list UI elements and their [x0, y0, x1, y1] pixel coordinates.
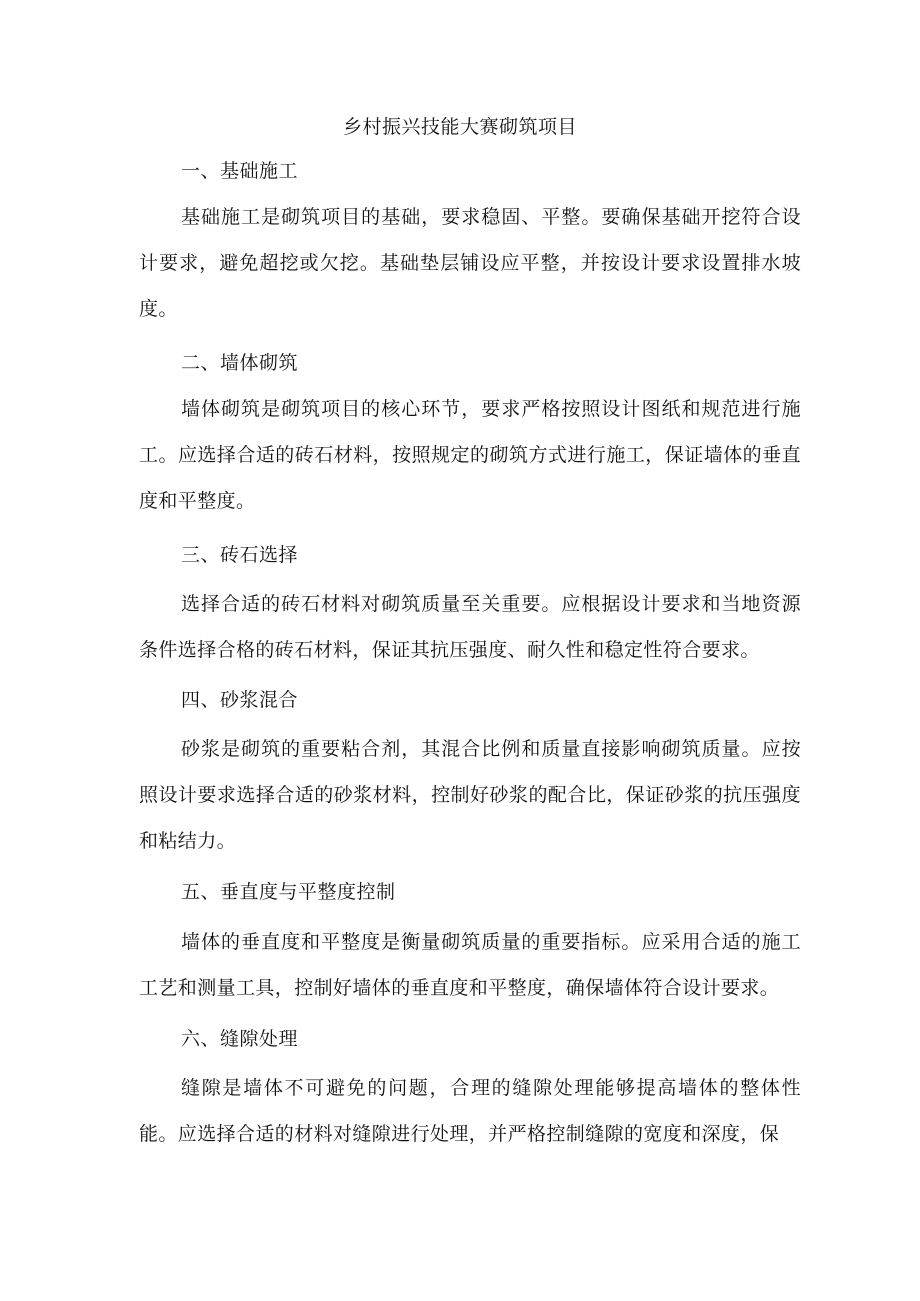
section-heading-wall-masonry: 二、墙体砌筑 [181, 352, 299, 374]
section-heading-brick-selection: 三、砖石选择 [181, 544, 299, 566]
section-heading-mortar-mixing: 四、砂浆混合 [181, 689, 299, 711]
section-body-joint-treatment: 缝隙是墙体不可避免的问题，合理的缝隙处理能够提高墙体的整体性能。应选择合适的材料对缝隙进行处理，并严格控制缝隙的宽度和深度，保 [139, 1077, 801, 1145]
section-body-wall-masonry: 墙体砌筑是砌筑项目的核心环节，要求严格按照设计图纸和规范进行施工。应选择合适的砖石材料，按照规定的砌筑方式进行施工，保证墙体的垂直度和平整度。 [139, 398, 801, 512]
section-body-brick-selection: 选择合适的砖石材料对砌筑质量至关重要。应根据设计要求和当地资源条件选择合格的砖石材料，保证其抗压强度、耐久性和稳定性符合要求。 [139, 593, 801, 661]
section-heading-joint-treatment: 六、缝隙处理 [181, 1028, 299, 1050]
section-body-mortar-mixing: 砂浆是砌筑的重要粘合剂，其混合比例和质量直接影响砌筑质量。应按照设计要求选择合适的砂浆材料，控制好砂浆的配合比，保证砂浆的抗压强度和粘结力。 [139, 738, 801, 852]
document-title: 乡村振兴技能大赛砌筑项目 [342, 116, 577, 138]
section-heading-foundation: 一、基础施工 [181, 160, 299, 182]
section-heading-verticality-flatness: 五、垂直度与平整度控制 [181, 881, 396, 903]
section-body-foundation: 基础施工是砌筑项目的基础，要求稳固、平整。要确保基础开挖符合设计要求，避免超挖或欠挖。基础垫层铺设应平整，并按设计要求设置排水坡度。 [139, 206, 801, 320]
section-body-verticality-flatness: 墙体的垂直度和平整度是衡量砌筑质量的重要指标。应采用合适的施工工艺和测量工具，控制好墙体的垂直度和平整度，确保墙体符合设计要求。 [139, 931, 801, 999]
